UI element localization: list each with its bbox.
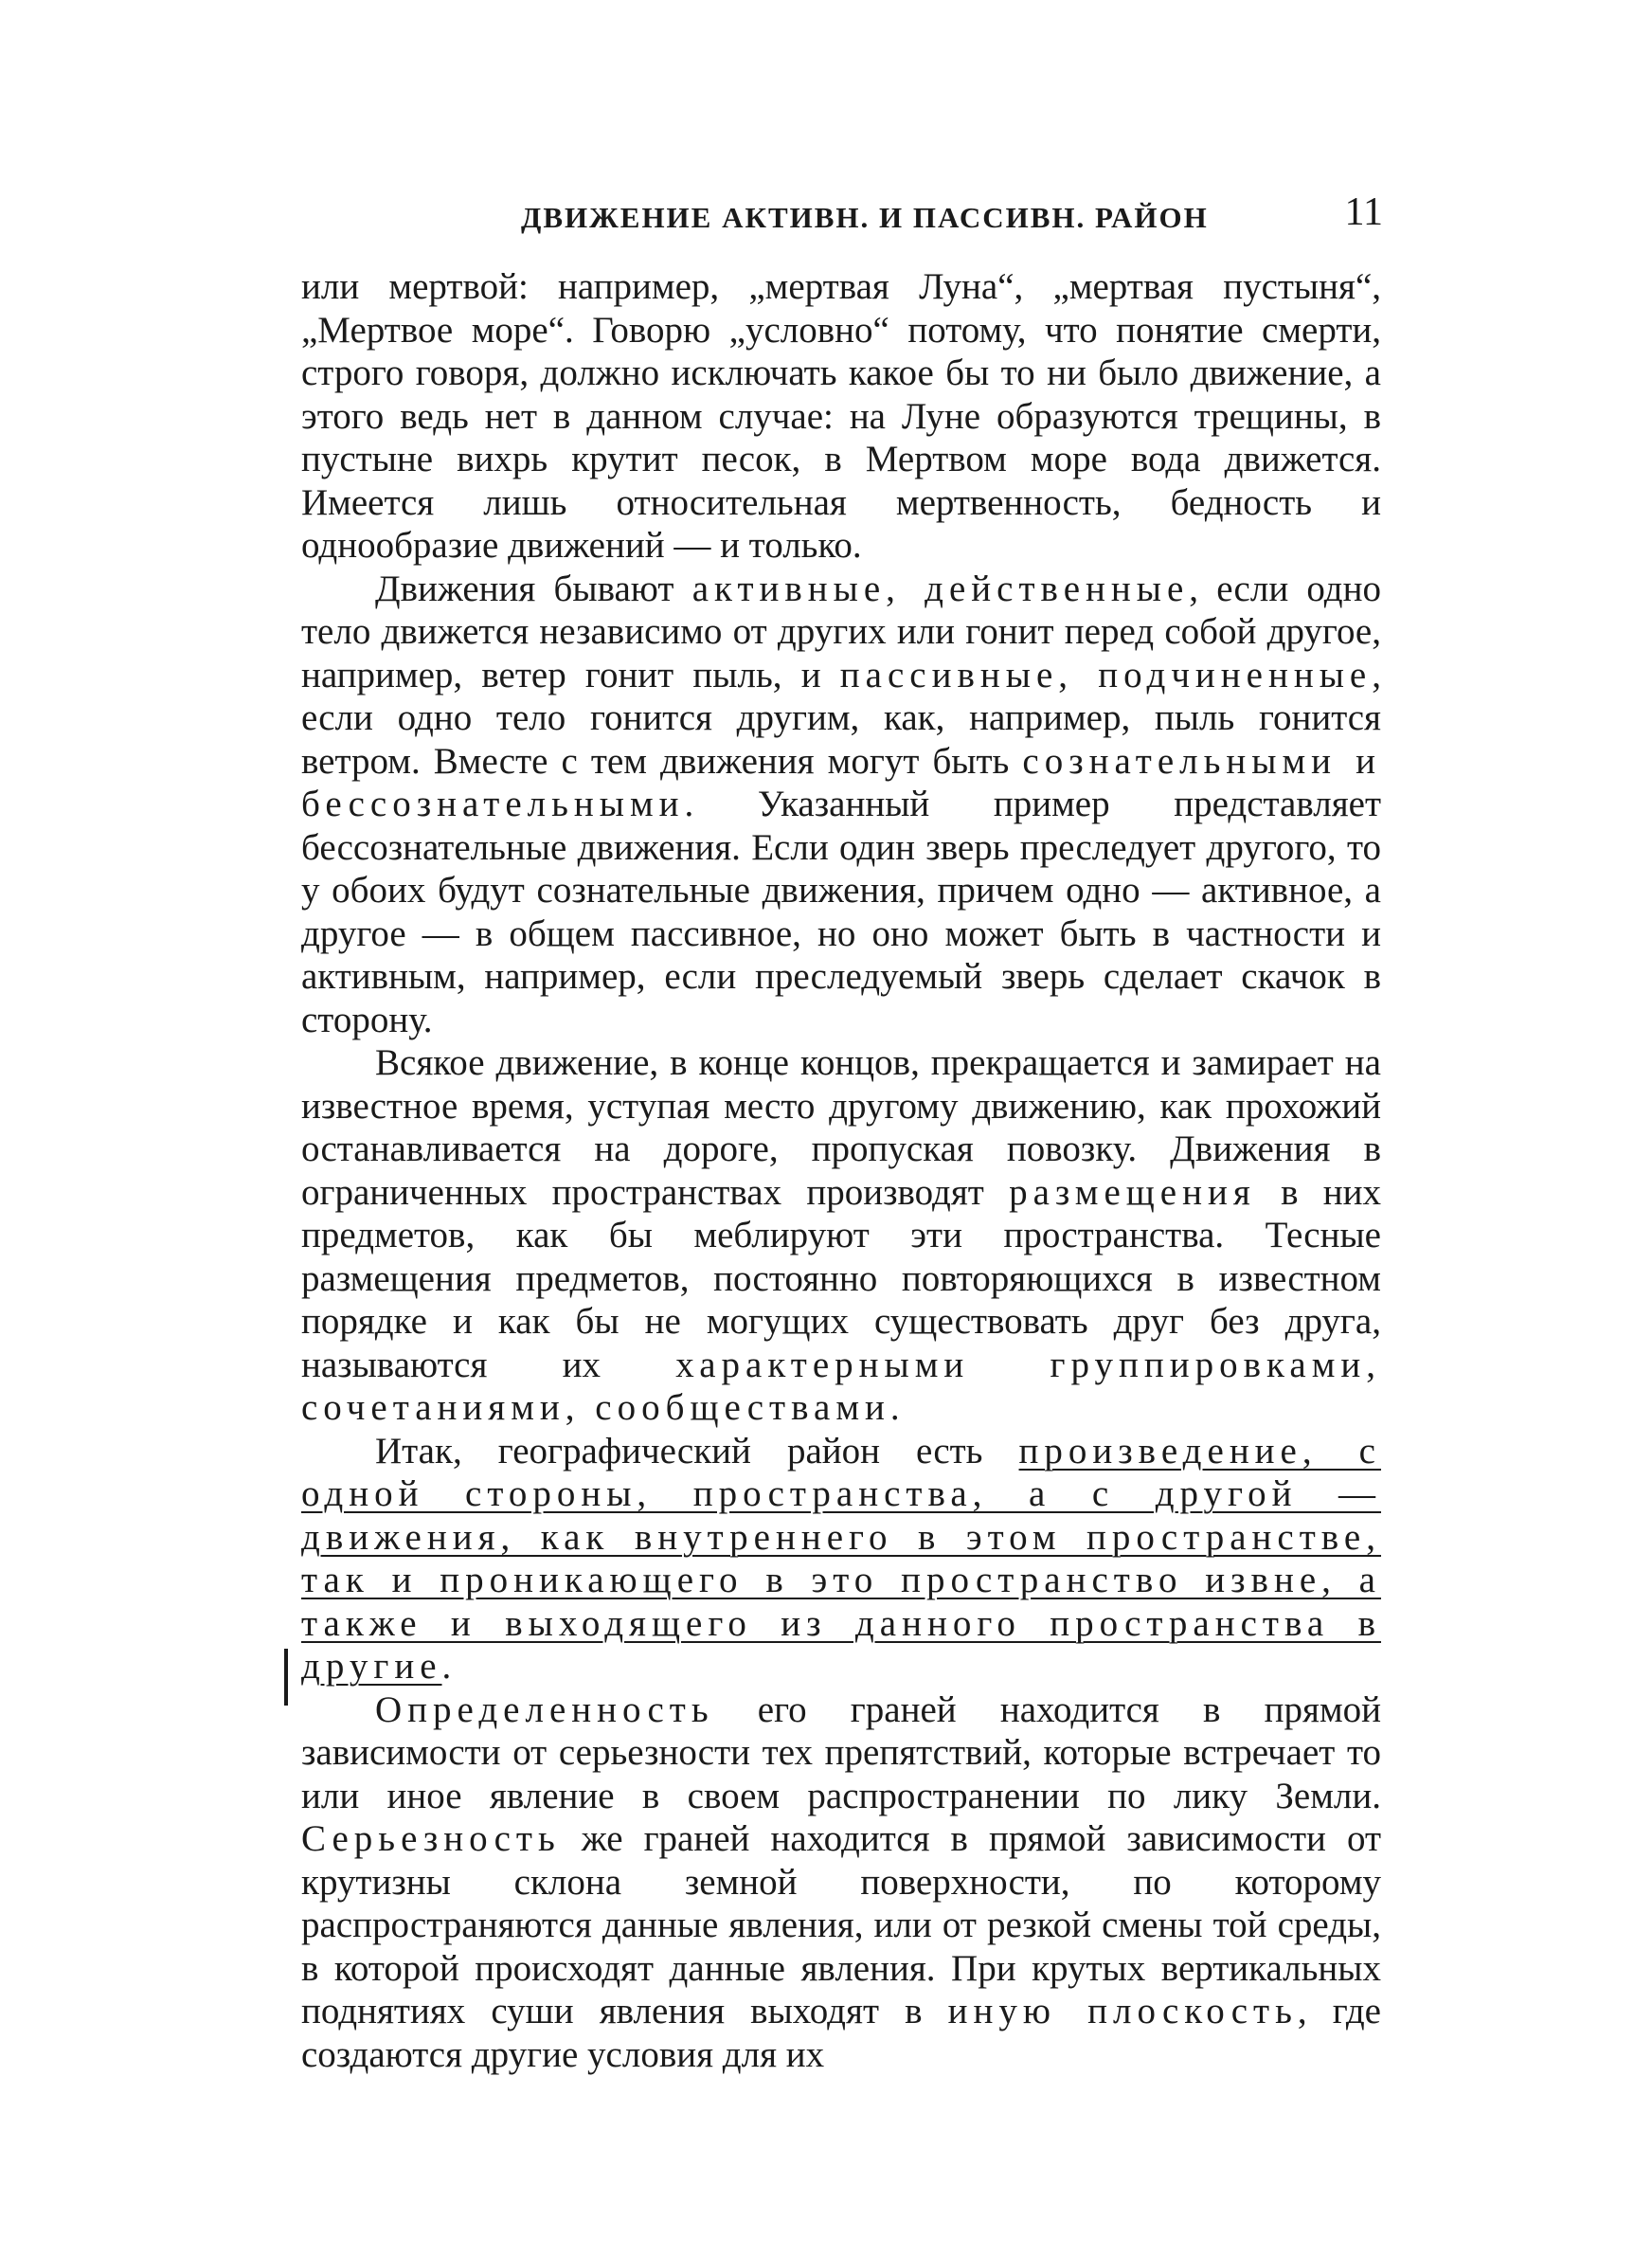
text-run: , если одно тело гонится другим, как, например, пыль гонится ветром. Вместе с тем движения могут быть	[301, 654, 1381, 782]
text-run: же граней находится в прямой зависимости от крутизны склона земной поверхности, по которому распространяются данные явления, или от резкой смены той среды, в которой происходят данные явления. При крутых вертикальных поднятиях суши явления выходят в	[301, 1818, 1381, 2031]
running-head	[303, 190, 1383, 246]
paragraph	[301, 1041, 1381, 1430]
text-run: . Указанный пример представляет бессознательные движения. Если один зверь преследует другого, то у обоих будут сознательные движения, причем одно — активное, а другое — в общем пассивное, но оно может быть в частности и активным, например, если преследуемый зверь сделает скачок в сторону.	[301, 784, 1381, 1040]
text-run: Итак, географический район есть	[375, 1430, 1019, 1472]
emphasized-text: произведение, с одной стороны, пространства, а с другой — движения, как внутреннего в этом пространстве, так и проникающего в это пространство извне, а также и выходящего из данного пространства в другие	[301, 1430, 1381, 1687]
text-run: Всякое движение, в конце концов, прекращается и замирает на известное время, уступая место другому движению, как прохожий останавливается на дороге, пропуская повозку. Движения в ограниченных пространствах производят	[301, 1042, 1381, 1213]
page-number: 11	[1344, 190, 1383, 234]
text-run: в них предметов, как бы меблируют эти пространства. Тесные размещения предметов, постоянно повторяющихся в известном порядке и как бы не могущих существовать друг без друга, называются их	[301, 1171, 1381, 1385]
emphasized-text: сознательными и бессознательными	[301, 740, 1381, 824]
paragraph	[301, 1430, 1381, 1688]
text-run: .	[441, 1646, 452, 1687]
body-text	[301, 265, 1381, 2076]
running-title: ДВИЖЕНИЕ АКТИВН. И ПАССИВН. РАЙОН	[521, 201, 1209, 234]
emphasized-text: Серьезность	[301, 1818, 561, 1859]
text-run: Движения бывают	[375, 568, 692, 609]
emphasized-text: размещения	[1009, 1171, 1256, 1213]
emphasized-text: пассивные, подчиненные	[839, 654, 1373, 695]
text-run: или мертвой: например, „мертвая Луна“, „мертвая пустыня“, „Мертвое море“. Говорю „условно“ потому, что понятие смерти, строго говоря, должно исключать какое бы то ни было движение, а этого ведь нет в данном случае: на Луне образуются трещины, в пустыне вихрь крутит песок, в Мертвом море вода движется. Имеется лишь относительная мертвенность, бедность и однообразие движений — и только.	[301, 266, 1381, 566]
emphasized-text: иную плоскость	[947, 1991, 1298, 2031]
paragraph	[301, 568, 1381, 1042]
text-run: , где создаются другие условия для их	[301, 1991, 1381, 2075]
emphasized-text: Определенность	[375, 1688, 714, 1730]
text-run: .	[889, 1387, 900, 1428]
margin-line-mark	[284, 1649, 288, 1706]
text-run: его граней находится в прямой зависимости от серьезности тех препятствий, которые встречает то или иное явление в своем распространении по лику Земли.	[301, 1688, 1381, 1816]
paragraph	[301, 265, 1381, 568]
text-run: , если одно тело движется независимо от других или гонит перед собой другое, например, ветер гонит пыль, и	[301, 568, 1382, 695]
paragraph	[301, 1688, 1381, 2077]
emphasized-text: характерными группировками, сочетаниями, сообществами	[301, 1344, 1382, 1428]
emphasized-text: активные, действенные	[691, 568, 1190, 609]
